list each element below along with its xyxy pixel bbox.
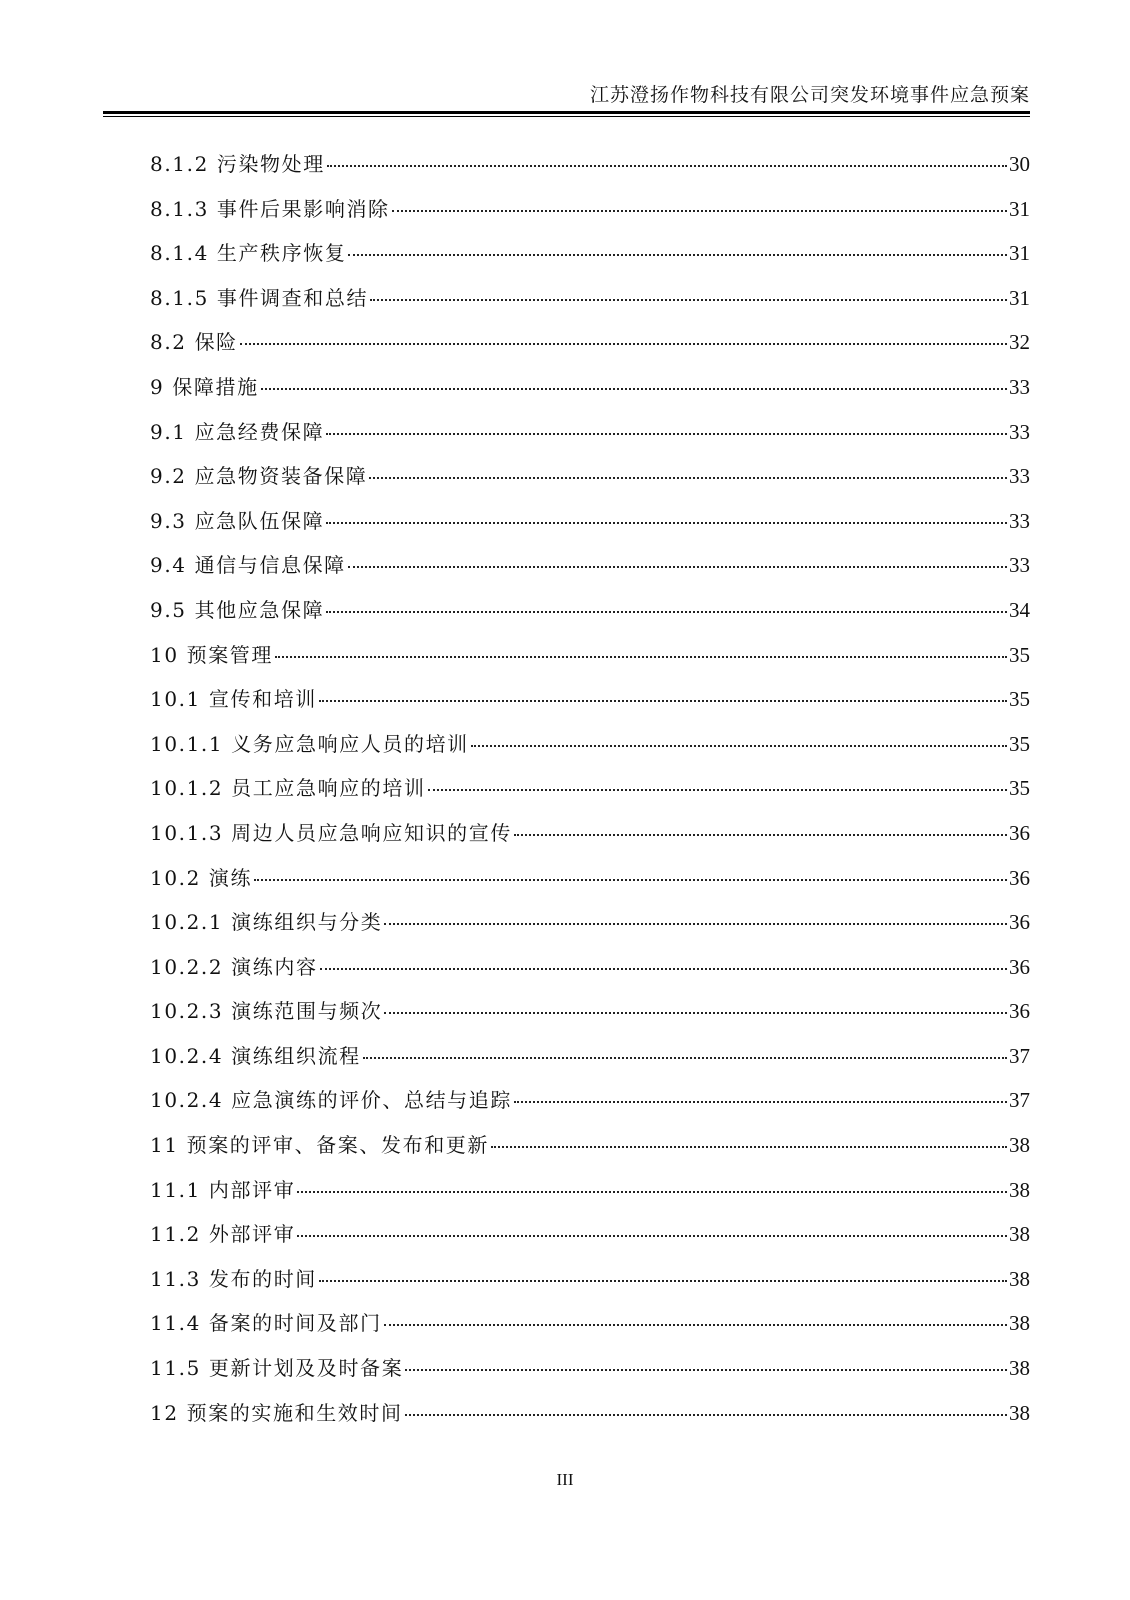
toc-entry-label: 8.1.2 污染物处理 [150,152,325,176]
toc-dot-leader [514,1101,1007,1103]
page-header-title: 江苏澄扬作物科技有限公司突发环境事件应急预案 [589,84,1030,106]
toc-entry[interactable] [150,365,1030,410]
toc-dot-leader [261,388,1007,390]
table-of-contents [150,142,1030,1435]
toc-entry-label: 9.1 应急经费保障 [150,419,325,444]
toc-entry[interactable] [150,677,1030,722]
toc-dot-leader [392,210,1007,212]
toc-dot-leader [384,1324,1007,1326]
toc-entry-page: 35 [1009,687,1030,712]
toc-entry-page: 33 [1009,464,1030,489]
toc-dot-leader [384,1012,1007,1014]
toc-dot-leader [471,745,1007,747]
toc-dot-leader [275,656,1007,658]
toc-entry-label: 10.1.3 周边人员应急响应知识的宣传 [150,820,512,845]
toc-entry[interactable] [150,1123,1030,1168]
toc-entry-label: 11.4 备案的时间及部门 [150,1311,382,1336]
toc-entry-page: 37 [1009,1043,1030,1068]
toc-entry-label: 8.1.5 事件调查和总结 [150,285,369,310]
toc-entry[interactable] [150,1212,1030,1257]
toc-entry-page: 33 [1009,508,1030,533]
toc-entry[interactable] [150,1168,1030,1213]
toc-dot-leader [363,1057,1007,1059]
toc-entry[interactable] [150,1257,1030,1302]
toc-dot-leader [319,700,1007,702]
toc-entry-page: 36 [1009,820,1030,845]
toc-dot-leader [240,343,1007,345]
toc-dot-leader [428,789,1007,791]
toc-entry[interactable] [150,187,1030,232]
toc-entry-page: 34 [1009,597,1030,622]
toc-entry-label: 11.3 发布的时间 [150,1266,317,1291]
toc-entry[interactable] [150,1034,1030,1079]
toc-dot-leader [370,299,1007,301]
toc-dot-leader [348,566,1007,568]
toc-entry[interactable] [150,1301,1030,1346]
toc-entry-label: 10.1 宣传和培训 [150,687,317,712]
toc-entry-page: 36 [1009,999,1030,1024]
toc-entry-page: 38 [1009,1222,1030,1247]
toc-entry[interactable] [150,410,1030,455]
toc-entry-label: 9.4 通信与信息保障 [150,553,346,578]
toc-entry[interactable] [150,766,1030,811]
toc-entry-page: 38 [1009,1133,1030,1158]
toc-dot-leader [384,923,1007,925]
toc-entry-page: 37 [1009,1088,1030,1113]
toc-entry-page: 31 [1009,285,1030,310]
toc-entry-page: 33 [1009,419,1030,444]
toc-entry[interactable] [150,811,1030,856]
toc-entry[interactable] [150,722,1030,767]
toc-entry-label: 10.2.1 演练组织与分类 [150,910,383,935]
toc-entry-page: 36 [1009,910,1030,935]
toc-entry-page: 38 [1009,1266,1030,1291]
toc-dot-leader [319,1280,1007,1282]
toc-entry[interactable] [150,1391,1030,1436]
toc-dot-leader [348,254,1007,256]
toc-entry[interactable] [150,945,1030,990]
header-rule-thick [103,111,1030,114]
toc-entry-page: 33 [1009,374,1030,399]
toc-entry-label: 11.1 内部评审 [150,1177,296,1202]
toc-dot-leader [405,1369,1007,1371]
toc-entry-page: 33 [1009,553,1030,578]
toc-dot-leader [514,834,1007,836]
toc-dot-leader [405,1414,1007,1416]
page-number: III [556,1470,574,1489]
toc-dot-leader [297,1191,1007,1193]
toc-entry-label: 10.2.3 演练范围与频次 [150,999,383,1024]
toc-entry[interactable] [150,1346,1030,1391]
toc-entry-page: 30 [1009,152,1030,176]
toc-entry-label: 10.2.4 演练组织流程 [150,1043,361,1068]
toc-entry[interactable] [150,989,1030,1034]
toc-entry[interactable] [150,231,1030,276]
header-rule-thin [103,116,1030,117]
toc-entry-label: 10 预案管理 [150,642,274,667]
toc-dot-leader [326,611,1007,613]
toc-entry[interactable] [150,142,1030,187]
toc-entry-label: 10.2.2 演练内容 [150,954,318,979]
toc-dot-leader [369,477,1007,479]
toc-entry-page: 36 [1009,954,1030,979]
toc-dot-leader [254,879,1007,881]
toc-entry-label: 10.2 演练 [150,865,253,890]
toc-dot-leader [297,1235,1007,1237]
toc-entry-page: 35 [1009,642,1030,667]
toc-entry-label: 11.2 外部评审 [150,1222,296,1247]
toc-entry-label: 9.2 应急物资装备保障 [150,464,368,489]
toc-entry-page: 38 [1009,1356,1030,1381]
toc-entry-page: 35 [1009,731,1030,756]
toc-entry[interactable] [150,543,1030,588]
toc-entry-label: 9.5 其他应急保障 [150,597,325,622]
toc-dot-leader [326,433,1007,435]
toc-dot-leader [327,165,1007,167]
toc-dot-leader [326,522,1007,524]
toc-entry-label: 8.1.4 生产秩序恢复 [150,241,347,266]
toc-entry-page: 31 [1009,196,1030,221]
toc-entry[interactable] [150,499,1030,544]
toc-entry[interactable] [150,320,1030,365]
toc-entry[interactable] [150,1078,1030,1123]
toc-entry-label: 11 预案的评审、备案、发布和更新 [150,1133,490,1158]
toc-entry-label: 11.5 更新计划及及时备案 [150,1356,404,1381]
toc-entry-page: 32 [1009,330,1030,355]
toc-entry-page: 31 [1009,241,1030,266]
toc-dot-leader [320,968,1007,970]
toc-entry[interactable] [150,588,1030,633]
toc-entry-page: 35 [1009,776,1030,801]
toc-entry-page: 36 [1009,865,1030,890]
toc-entry-label: 8.1.3 事件后果影响消除 [150,196,390,221]
toc-entry[interactable] [150,276,1030,321]
toc-entry-page: 38 [1009,1400,1030,1425]
toc-entry-label: 9.3 应急队伍保障 [150,508,325,533]
toc-entry-label: 10.1.1 义务应急响应人员的培训 [150,731,469,756]
toc-entry-label: 9 保障措施 [150,374,259,399]
toc-dot-leader [491,1146,1007,1148]
toc-entry[interactable] [150,454,1030,499]
toc-entry[interactable] [150,856,1030,901]
toc-entry-page: 38 [1009,1177,1030,1202]
toc-entry-label: 8.2 保险 [150,330,238,355]
toc-entry-label: 12 预案的实施和生效时间 [150,1400,403,1425]
toc-entry-label: 10.1.2 员工应急响应的培训 [150,776,426,801]
toc-entry-label: 10.2.4 应急演练的评价、总结与追踪 [150,1088,512,1113]
toc-entry-page: 38 [1009,1311,1030,1336]
toc-entry[interactable] [150,900,1030,945]
toc-entry[interactable] [150,633,1030,678]
